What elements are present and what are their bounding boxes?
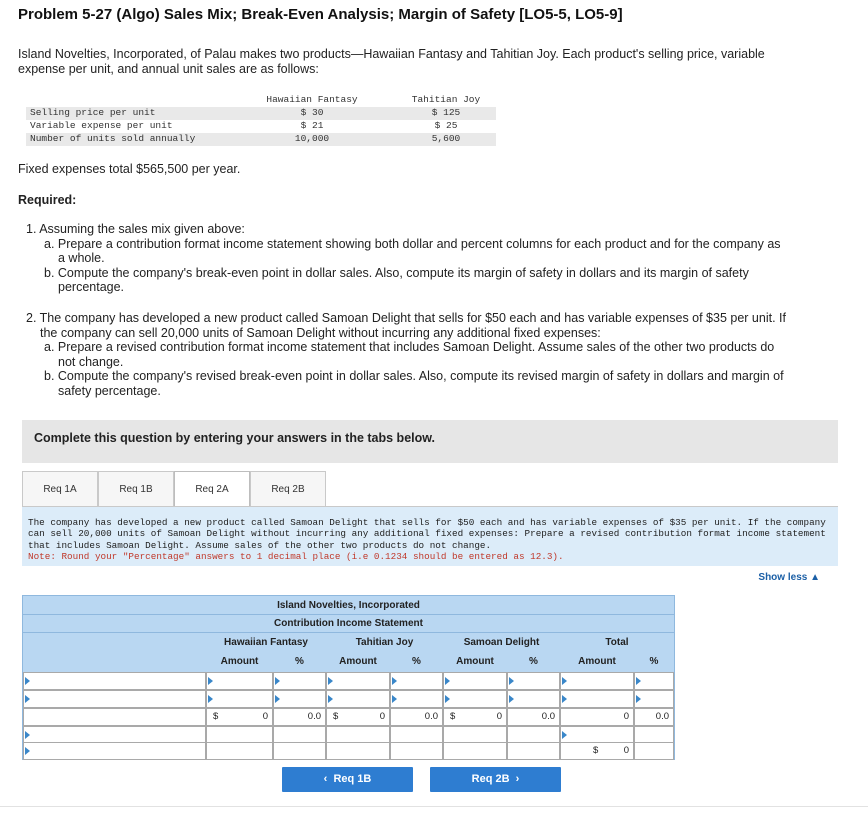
tab-req-2a[interactable]: Req 2A: [174, 471, 250, 507]
page-title: Problem 5-27 (Algo) Sales Mix; Break-Even Analysis; Margin of Safety [LO5-5, LO5-9]: [18, 6, 623, 23]
col-header-tahitian: Tahitian Joy: [411, 94, 481, 105]
row-label: Number of units sold annually: [30, 133, 196, 144]
cell-hf: $ 21: [300, 120, 324, 131]
currency-symbol: $: [333, 711, 339, 722]
group-samoan: Samoan Delight: [463, 637, 540, 648]
cell-tj: $ 25: [434, 120, 458, 131]
footer-divider: [0, 806, 868, 807]
tj-pct-input[interactable]: [390, 672, 443, 690]
question-panel: [22, 506, 838, 566]
panel-text: The company has developed a new product called Samoan Delight that sells for $50 each and has variable expenses of $35 per unit. If the company can sell 20,000 units of Samoan Delight without incurring any additional fixed expenses: Prepare a revised contribution format income statement that includes Samoan Delight. Assume sales of the other two products do not change.: [28, 517, 826, 551]
col-pct: %: [649, 656, 659, 667]
prev-label: Req 1B: [333, 773, 372, 785]
hf-pct-input[interactable]: [273, 672, 326, 690]
panel-note: Note: Round your "Percentage" answers to 1 decimal place (i.e 0.1234 should be entered as 12.3).: [28, 551, 564, 563]
requirement-1a: a. Prepare a contribution format income statement showing both dollar and percent columns for each product and for the company as a whole.: [44, 236, 781, 266]
table-row: [26, 107, 496, 120]
triangle-up-icon: ▲: [810, 572, 820, 583]
row-label-input[interactable]: [23, 690, 206, 708]
tot-pct-cell: [634, 742, 674, 760]
sd-pct-cell: [507, 742, 560, 760]
requirement-1b: b. Compute the company's break-even point in dollar sales. Also, compute its margin of safety in dollars and its margin of safety percentage.: [44, 265, 749, 295]
requirement-2: 2. The company has developed a new product called Samoan Delight that sells for $50 each and has variable expenses of $35 per unit. If the company can sell 20,000 units of Samoan Delight without incurring any additional fixed expenses:: [26, 310, 786, 340]
next-req-button[interactable]: [430, 767, 561, 792]
cell-tj: 5,600: [431, 133, 461, 144]
show-less-link[interactable]: [758, 572, 820, 583]
col-header-hawaiian: Hawaiian Fantasy: [266, 94, 358, 105]
group-tahitian: Tahitian Joy: [355, 637, 414, 648]
banner-text: Complete this question by entering your answers in the tabs below.: [34, 431, 435, 445]
col-amount: Amount: [339, 656, 377, 667]
tot-pct-input[interactable]: [634, 690, 674, 708]
row-label-input[interactable]: [23, 742, 206, 760]
table-header-row: [26, 94, 496, 107]
chevron-right-icon: ›: [515, 773, 520, 785]
statement-name: Contribution Income Statement: [23, 614, 674, 632]
hf-pct-cell: [273, 742, 326, 760]
fixed-expenses-text: Fixed expenses total $565,500 per year.: [18, 162, 241, 176]
tj-amount-cell: [326, 742, 390, 760]
product-data-table: [26, 94, 496, 146]
sd-pct-value: 0.0: [507, 708, 560, 726]
row-label-cell: [23, 708, 206, 726]
cell-tj: $ 125: [431, 107, 461, 118]
requirement-2b: b. Compute the company's revised break-even point in dollar sales. Also, compute its revised margin of safety in dollars and margin of safety percentage.: [44, 369, 784, 398]
tj-amount-input[interactable]: [326, 672, 390, 690]
tj-pct-cell: [390, 742, 443, 760]
row-label-input[interactable]: [23, 672, 206, 690]
currency-symbol: $: [593, 745, 599, 756]
hf-amount-value: $ 0: [206, 708, 273, 726]
prev-req-button[interactable]: [282, 767, 413, 792]
hf-pct-value: 0.0: [273, 708, 326, 726]
tot-amount-input[interactable]: [560, 672, 634, 690]
statement-company: Island Novelties, Incorporated: [277, 600, 420, 611]
spacer: [18, 295, 788, 311]
tj-amount-value: $ 0: [326, 708, 390, 726]
sd-pct-input[interactable]: [507, 690, 560, 708]
sd-pct-input[interactable]: [507, 672, 560, 690]
row-label: Variable expense per unit: [30, 120, 173, 131]
chevron-left-icon: ‹: [323, 773, 328, 785]
tot-amount-input[interactable]: [560, 690, 634, 708]
hf-pct-input[interactable]: [273, 690, 326, 708]
col-amount: Amount: [220, 656, 259, 667]
requirement-2a: a. Prepare a revised contribution format income statement that includes Samoan Delight. Assume sales of the other two products do not change.: [44, 340, 775, 369]
row-label: Selling price per unit: [30, 107, 156, 118]
col-amount: Amount: [456, 656, 494, 667]
income-statement: [22, 595, 675, 760]
tot-pct-input[interactable]: [634, 672, 674, 690]
divider: [23, 632, 674, 633]
col-pct: %: [295, 656, 304, 667]
tot-pct-value: 0.0: [634, 708, 674, 726]
tab-req-1a[interactable]: Req 1A: [22, 471, 98, 506]
cell-hf: $ 30: [300, 107, 324, 118]
requirement-1: 1. Assuming the sales mix given above:: [26, 222, 245, 236]
sd-amount-input[interactable]: [443, 690, 507, 708]
intro-text: Island Novelties, Incorporated, of Palau makes two products—Hawaiian Fantasy and Tahitian Joy. Each product's selling price, variable expense per unit, and annual unit sales are as follows:: [18, 47, 765, 76]
requirements-list: [18, 222, 788, 399]
sd-amount-input[interactable]: [443, 672, 507, 690]
table-row: [26, 120, 496, 133]
cell-hf: 10,000: [294, 133, 330, 144]
tot-amount-value: $ 0: [560, 742, 634, 760]
col-amount: Amount: [578, 656, 616, 667]
currency-symbol: $: [213, 711, 219, 722]
next-label: Req 2B: [471, 773, 510, 785]
col-pct: %: [412, 656, 421, 667]
currency-symbol: $: [450, 711, 456, 722]
required-label: Required:: [18, 193, 77, 207]
tj-amount-input[interactable]: [326, 690, 390, 708]
tot-amount-value: 0: [560, 708, 634, 726]
tj-pct-input[interactable]: [390, 690, 443, 708]
sd-amount-cell: [443, 742, 507, 760]
tab-req-2b[interactable]: Req 2B: [250, 471, 326, 506]
tab-req-1b[interactable]: Req 1B: [98, 471, 174, 506]
sd-amount-value: $ 0: [443, 708, 507, 726]
hf-amount-input[interactable]: [206, 690, 273, 708]
group-hawaiian: Hawaiian Fantasy: [224, 637, 308, 648]
col-pct: %: [529, 656, 538, 667]
table-row: [26, 133, 496, 146]
show-less-label: Show less: [758, 572, 808, 583]
tj-pct-value: 0.0: [390, 708, 443, 726]
group-total: Total: [605, 637, 629, 648]
instructions-banner: [22, 420, 838, 463]
hf-amount-input[interactable]: [206, 672, 273, 690]
hf-amount-cell: [206, 742, 273, 760]
